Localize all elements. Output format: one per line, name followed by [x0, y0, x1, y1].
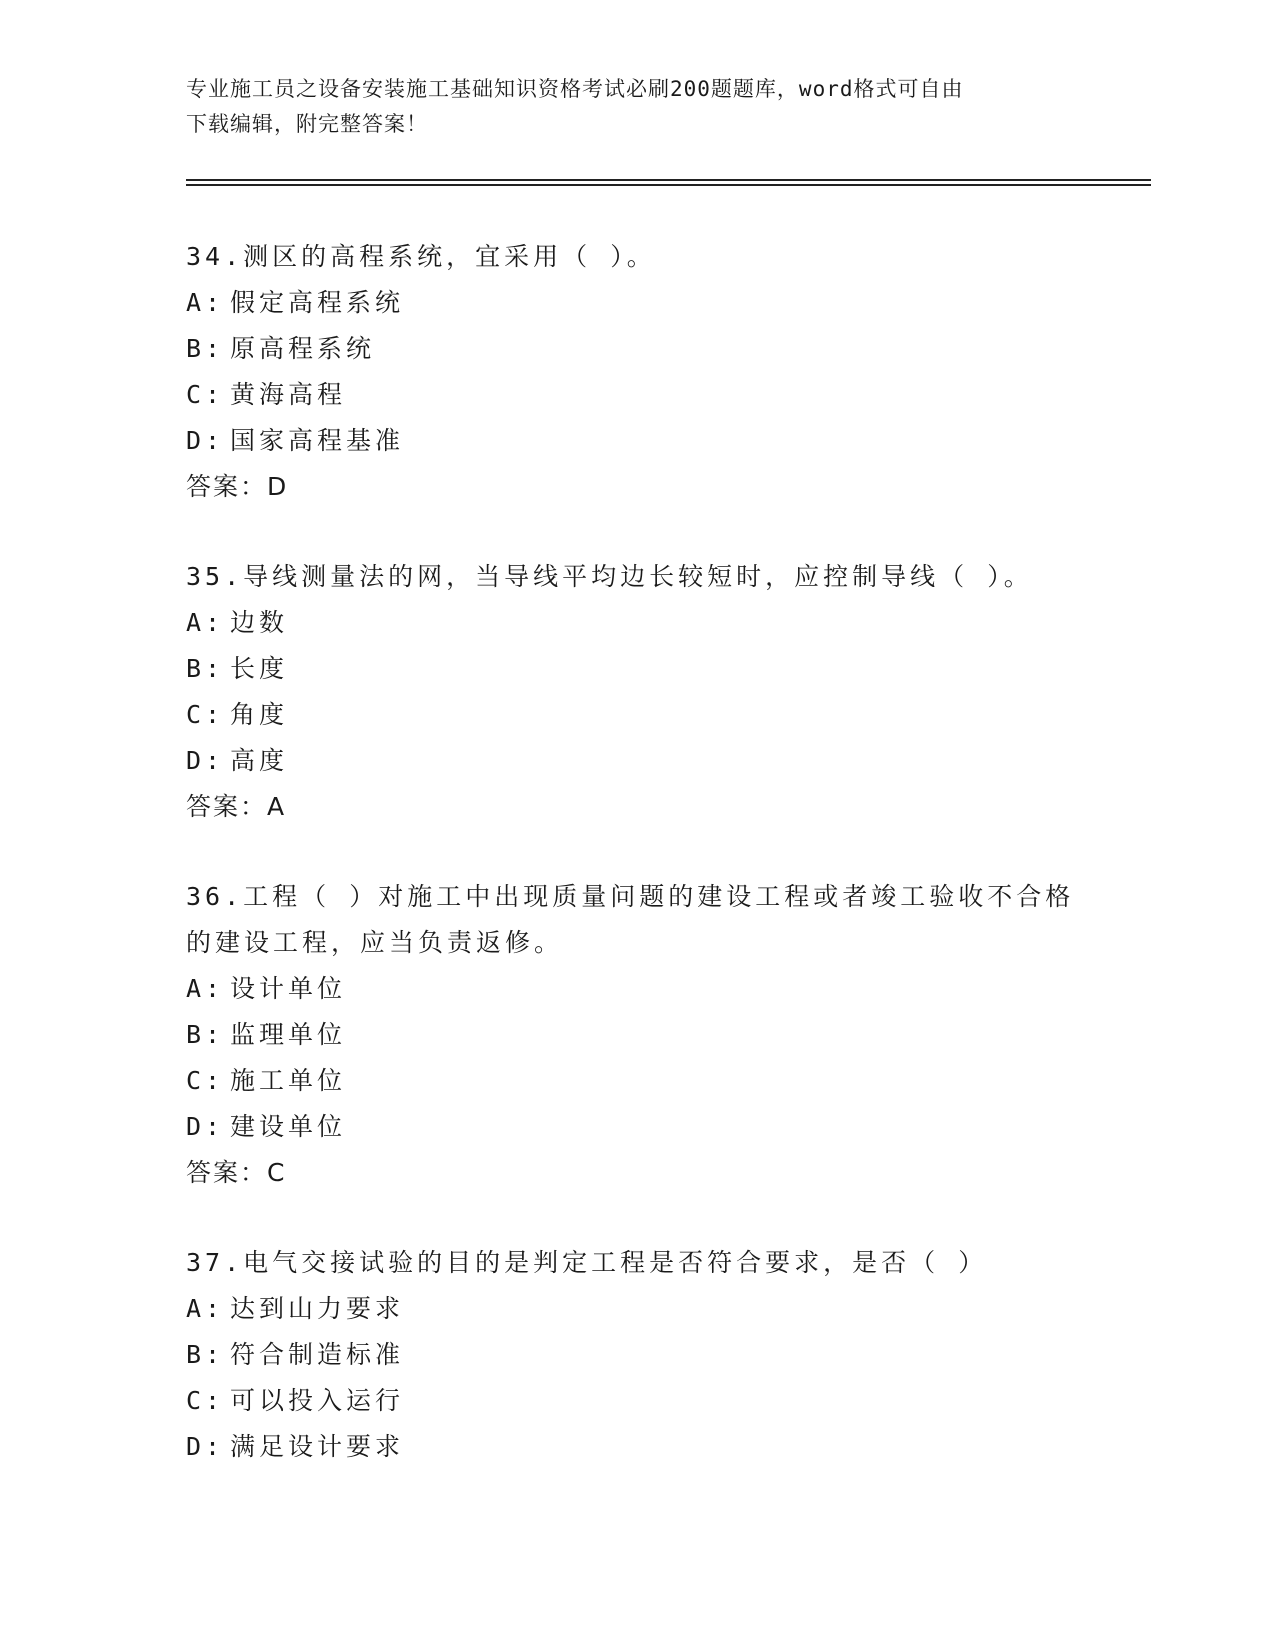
option-text: 监理单位: [230, 1020, 347, 1049]
option-letter: C:: [186, 1066, 225, 1095]
option-text: 假定高程系统: [230, 288, 405, 317]
question-34: [186, 234, 1086, 510]
header-line-1: 专业施工员之设备安装施工基础知识资格考试必刷200题题库，word格式可自由: [186, 77, 964, 101]
option-d: [186, 1424, 1086, 1470]
option-text: 长度: [230, 654, 289, 683]
option-text: 国家高程基准: [230, 426, 405, 455]
option-letter: C:: [186, 1386, 225, 1415]
option-text: 符合制造标准: [230, 1340, 405, 1369]
option-text: 黄海高程: [230, 380, 347, 409]
option-text: 可以投入运行: [230, 1386, 405, 1415]
option-text: 原高程系统: [230, 334, 376, 363]
option-a: [186, 600, 1086, 646]
question-stem: 36.工程（ ）对施工中出现质量问题的建设工程或者竣工验收不合格的建设工程，应当负责返修。: [186, 882, 1075, 957]
question-36: [186, 874, 1086, 1196]
option-text: 设计单位: [230, 974, 347, 1003]
option-letter: D:: [186, 426, 225, 455]
option-c: [186, 372, 1086, 418]
question-35: [186, 554, 1086, 830]
option-letter: B:: [186, 654, 225, 683]
option-letter: B:: [186, 334, 225, 363]
option-letter: C:: [186, 380, 225, 409]
option-b: [186, 646, 1086, 692]
answer-line: 答案：D: [186, 472, 289, 501]
option-c: [186, 1378, 1086, 1424]
option-a: [186, 280, 1086, 326]
option-text: 建设单位: [230, 1112, 347, 1141]
option-letter: B:: [186, 1020, 225, 1049]
option-a: [186, 1286, 1086, 1332]
option-d: [186, 738, 1086, 784]
header-divider-top: [186, 179, 1151, 181]
option-letter: A:: [186, 288, 225, 317]
option-text: 高度: [230, 746, 289, 775]
option-d: [186, 1104, 1086, 1150]
option-text: 角度: [230, 700, 289, 729]
option-letter: D:: [186, 1112, 225, 1141]
document-header: [186, 72, 1086, 142]
option-letter: A:: [186, 1294, 225, 1323]
question-stem: 34.测区的高程系统，宜采用（ ）。: [186, 242, 656, 271]
option-b: [186, 1332, 1086, 1378]
header-line-2: 下载编辑，附完整答案！: [186, 112, 428, 136]
option-letter: A:: [186, 974, 225, 1003]
option-letter: C:: [186, 700, 225, 729]
option-text: 边数: [230, 608, 289, 637]
option-letter: B:: [186, 1340, 225, 1369]
option-letter: D:: [186, 746, 225, 775]
option-a: [186, 966, 1086, 1012]
option-c: [186, 1058, 1086, 1104]
question-37: [186, 1240, 1086, 1470]
option-text: 达到山力要求: [230, 1294, 405, 1323]
option-letter: D:: [186, 1432, 225, 1461]
option-letter: A:: [186, 608, 225, 637]
question-stem: 37.电气交接试验的目的是判定工程是否符合要求，是否（ ）: [186, 1248, 988, 1277]
option-c: [186, 692, 1086, 738]
option-d: [186, 418, 1086, 464]
option-b: [186, 1012, 1086, 1058]
answer-line: 答案：A: [186, 792, 287, 821]
header-divider-bottom: [186, 184, 1151, 186]
option-text: 满足设计要求: [230, 1432, 405, 1461]
option-b: [186, 326, 1086, 372]
answer-line: 答案：C: [186, 1158, 287, 1187]
option-text: 施工单位: [230, 1066, 347, 1095]
question-stem: 35.导线测量法的网，当导线平均边长较短时，应控制导线（ ）。: [186, 562, 1033, 591]
